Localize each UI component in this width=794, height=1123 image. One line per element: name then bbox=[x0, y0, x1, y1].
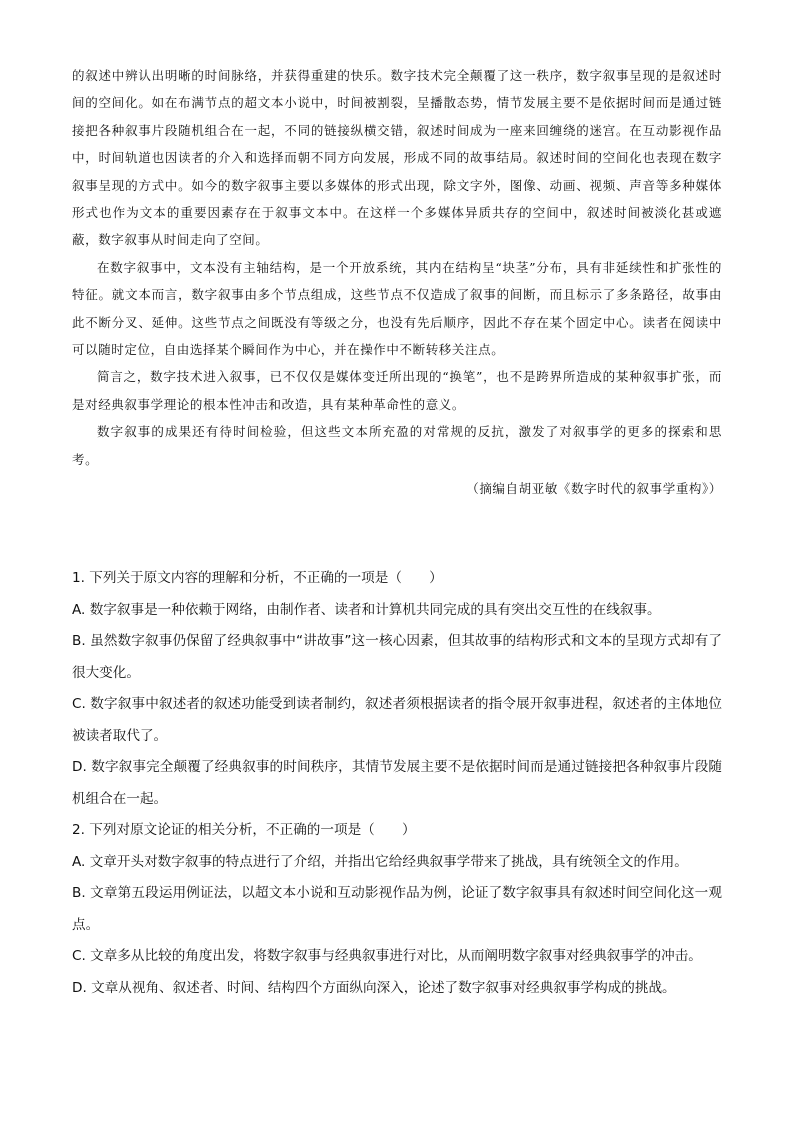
question-section bbox=[72, 563, 722, 1004]
passage-paragraph-3: 简言之，数字技术进入叙事，已不仅仅是媒体变迁所出现的“换笔”，也不是跨界所造成的某种叙事扩张，而是对经典叙事学理论的根本性冲击和改造，具有某种革命性的意义。 bbox=[72, 369, 722, 412]
passage-source: （摘编自胡亚敏《数字时代的叙事学重构》） bbox=[466, 481, 722, 497]
question-1-option-c: C. 数字叙事中叙述者的叙述功能受到读者制约，叙述者须根据读者的指令展开叙事进程，叙述者的主体地位被读者取代了。 bbox=[72, 696, 722, 744]
question-2-option-c: C. 文章多从比较的角度出发，将数字叙事与经典叙事进行对比，从而阐明数字叙事对经典叙事学的冲击。 bbox=[72, 948, 702, 964]
question-2-option-b: B. 文章第五段运用例证法，以超文本小说和互动影视作品为例，论证了数字叙事具有叙述时间空间化这一观点。 bbox=[72, 885, 722, 933]
question-2-option-a: A. 文章开头对数字叙事的特点进行了介绍，并指出它给经典叙事学带来了挑战，具有统领全文的作用。 bbox=[72, 853, 688, 870]
question-2-stem: 2. 下列对原文论证的相关分析，不正确的一项是（ ） bbox=[72, 822, 416, 838]
question-1-option-d: D. 数字叙事完全颠覆了经典叙事的时间秩序，其情节发展主要不是依据时间而是通过链接把各种叙事片段随机组合在一起。 bbox=[72, 759, 722, 807]
question-1-option-a: A. 数字叙事是一种依赖于网络，由制作者、读者和计算机共同完成的具有突出交互性的在线叙事。 bbox=[72, 601, 661, 618]
passage-paragraph-1: 的叙述中辨认出明晰的时间脉络，并获得重建的快乐。数字技术完全颠覆了这一秩序，数字叙事呈现的是叙述时间的空间化。如在布满节点的超文本小说中，时间被割裂，呈播散态势，情节发展主要不是依据时间而是通过链接把各种叙事片段随机组合在一起，不同的链接纵横交错，叙述时间成为一座来回缠绕的迷宫。在互动影视作品中，时间轨道也因读者的介入和选择而朝不同方向发展，形成不同的故事结局。叙述时间的空间化也表现在数字叙事呈现的方式中。如今的数字叙事主要以多媒体的形式出现，除文字外，图像、动画、视频、声音等多种媒体形式也作为文本的重要因素存在于叙事文本中。在这样一个多媒体异质共存的空间中，叙述时间被淡化甚或遮蔽，数字叙事从时间走向了空间。 bbox=[72, 68, 722, 248]
passage-paragraph-4: 数字叙事的成果还有待时间检验，但这些文本所充盈的对常规的反抗，激发了对叙事学的更多的探索和思考。 bbox=[72, 424, 722, 467]
passage-paragraph-2: 在数字叙事中，文本没有主轴结构，是一个开放系统，其内在结构呈“块茎”分布，具有非延续性和扩张性的特征。就文本而言，数字叙事由多个节点组成，这些节点不仅造成了叙事的间断，而且标示了多条路径，故事由此不断分叉、延伸。这些节点之间既没有等级之分，也没有先后顺序，因此不存在某个固定中心。读者在阅读中可以随时定位，自由选择某个瞬间作为中心，并在操作中不断转移关注点。 bbox=[72, 259, 722, 358]
question-1-stem: 1. 下列关于原文内容的理解和分析，不正确的一项是（ ） bbox=[72, 570, 443, 586]
reading-passage bbox=[72, 62, 722, 503]
question-1-option-b: B. 虽然数字叙事仍保留了经典叙事中“讲故事”这一核心因素，但其故事的结构形式和文本的呈现方式却有了很大变化。 bbox=[72, 633, 722, 681]
question-2-option-d: D. 文章从视角、叙述者、时间、结构四个方面纵向深入，论述了数字叙事对经典叙事学构成的挑战。 bbox=[72, 979, 676, 996]
